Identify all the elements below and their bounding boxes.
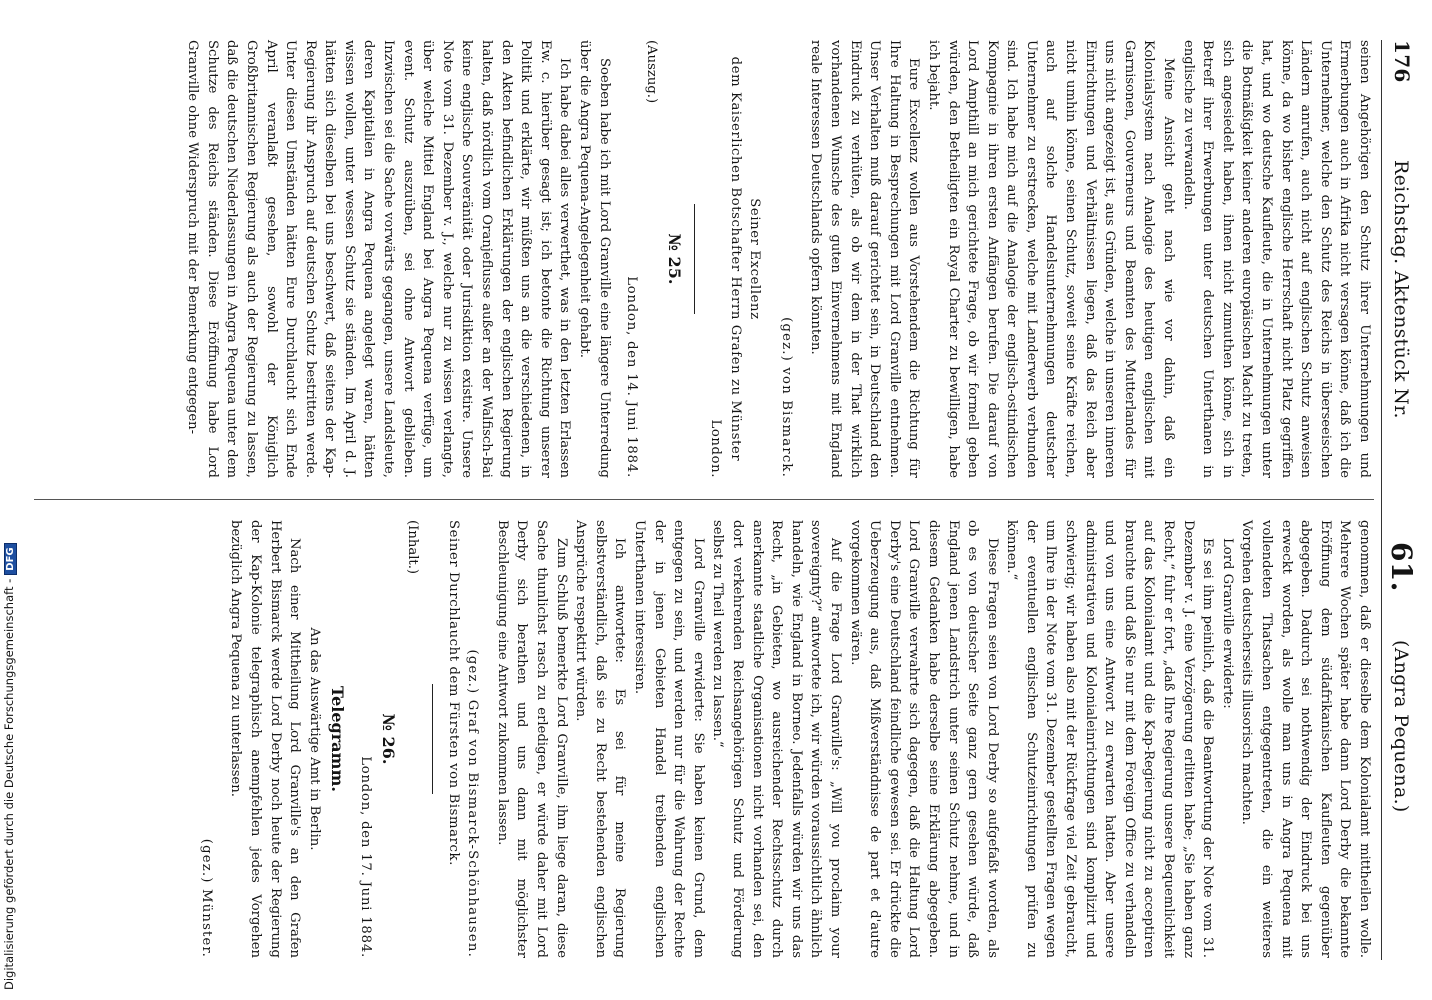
right-column [196,520,1374,958]
document-kind: (Auszug.) [643,40,659,104]
addressee: Seiner Excellenz [747,198,763,320]
paragraph: Diese Fragen seien von Lord Derby so aufgefaßt worden, als ob es von deutscher Seite ganz gern gesehen würde, daß England jenen Landstrich unter seinen Schutz nehme, und in diesem Gedanken habe derselbe seine Erklärung abgegeben. Lord Granville verwahrte sich dagegen, daß die Haltung Lord Derby's eine Deutschland feindliche gewesen sei. Er drückte die Ueberzeugung aus, daß Mißverständnisse de part et d'autre vorgekommen wären. [847,520,1000,958]
dfg-logo: DFG [4,543,17,574]
paragraph: seinen Angehörigen den Schutz ihrer Unternehmungen und Ermerbungen auch in Afrika nicht versagen könne, daß ich die Unternehmer, welche den Schutz des Reichs in überseeischen Ländern anrufen, auch nicht auf englischen Schutz anweisen könne, da wo bisher englische Herrschaft nicht Platz gegriffen hat, und wo deutsche Kaufleute, die in Unternehmungen unter die Botmäßigkeit keiner anderen europäischen Macht zu treten, sich angesiedelt haben, ihnen nicht zumuthen könne, sich in Betreff ihrer Erwerbungen unter deutschen Unterthanen in englische zu verwandeln. [1180,40,1372,478]
document-kind: (Inhalt.) [405,520,421,575]
document-number: № 25. [665,233,685,285]
topic-title: (Angra Pequena.) [1390,640,1412,813]
addressee: Seiner Durchlaucht dem Fürsten von Bismarck. [445,520,461,866]
paragraph: Auf die Frage Lord Granville's: „Will you proclaim your sovereignty?“ antwortete ich, wir würden voraussichtlich ähnlich handeln, wie England in Borneo. Jedenfalls würden wir uns das Recht, „in Gebieten, wo ausreichender Rechtsschutz durch anerkannte staatliche Organisationen nicht vorhanden sei, den dort verkehrenden Reichsangehörigen Schutz und Förderung selbst zu Theil werden zu lassen.“ [710,520,843,958]
paragraph: genommen, daß er dieselbe dem Kolonialamt mittheilen wolle. Mehrere Wochen später habe dann Lord Derby die bekannte Eröffnung dem südafrikanischen Kaufleuten gegenüber abgegeben. Dadurch sei nothwendig der Eindruck bei uns erweckt worden, als wolle man uns in Angra Pequena mit vollendeten Thatsachen entgegentreten, die ein weiteres Vorgehen deutscherseits illusorisch machten. [1239,520,1372,958]
paragraph: Lord Granville erwiderte: Sie haben keinen Grund, dem entgegen zu sein, und werden nur für die Wahrung der Rechte der in jenen Gebieten Handel treibenden englischen Unterthanen interessiren. [632,520,706,958]
section-divider [694,204,695,314]
paragraph: Eure Excellenz wollen aus Vorstehendem die Richtung für Ihre Haltung in Besprechungen mit Lord Granville entnehmen. Unser Verhalten muß darauf gerichtet sein, in Deutschland den Eindruck zu verhüten, als ob wir dem in der That wirklich vorhandenen Wunsche des guten Einvernehmens mit England reale Interessen Deutschlands opfern könnten. [808,40,922,478]
paragraph: Meine Ansicht geht nach wie vor dahin, daß ein Kolonialsystem nach Analogie des heutigen englischen mit Garnisonen, Gouverneurs und Beamten des Mutterlandes für uns nicht angezeigt ist, aus Gründen, welche in unseren inneren Einrichtungen und Verhältnissen liegen, daß das Reich aber nicht umhin könne, seinen Schutz, soweit seine Kräfte reichen, auch auf solche Handelsunternehmungen deutscher Unternehmer zu erstrecken, welche mit Landerwerb verbunden sind. Ich habe mich auf die Analogie der englisch-ostindischen Kompagnie in ihren ersten Anfängen berufen. Die darauf von Lord Ampthill an mich gerichtete Frage, ob wir formell geben würden, den Betheiligten ein Royal Charter zu bewilligen, habe ich bejaht. [925,40,1177,478]
page-header [1386,40,1418,960]
date-line: London, den 17. Juni 1884. [357,756,373,958]
addressee-city: London. [708,419,723,478]
section-divider [432,684,433,794]
addressee: dem Kaiserlichen Botschafter Herrn Grafen zu Münster [727,56,743,462]
signature: (gez.) von Bismarck. [778,317,794,478]
left-column [183,40,1374,478]
paragraph: Ich antwortete: Es sei für meine Regierung selbstverständlich, daß sie zu Recht bestehenden englischen Ansprüche respektirt würden. [573,520,628,958]
date-line: London, den 14. Juni 1884. [624,276,640,478]
paragraph: Lord Granville erwiderte: [1219,538,1235,709]
funding-credit-text: Digitalisierung gefördert durch die Deutsche Forschungsgemeinschaft - [2,578,16,990]
paragraph: Ich habe dabei alles verwerthet, was in den letzten Erlassen Ew. c. hierüber gesagt ist; ich betonte die Richtung unserer Politik und erklärte, wir müßten uns an die verschiedenen, in den Akten befindlichen Erklärungen der englischen Regierung halten, daß nördlich vom Oranjeflusse außer an der Walfisch-Bai keine englische Souveränität oder Jurisdiktion existire. Unsere Note vom 31. Dezember v. J., welche nur zu wissen verlangte, über welche Mittel England bei Angra Pequena verfüge, um event. Schutz auszuüben, sei ohne Antwort geblieben. Inzwischen sei die Sache vorwärts gegangen, unsere Landsleute, deren Kapitalien in Angra Pequena angelegt waren, hätten wissen wollen, unter wessen Schutz sie ständen. Im April d. J. hätten sich dieselben bei uns beschwert, daß seitens der Kap-Regierung ihr Anspruch auf deutschen Schutz bestritten werde. Unter diesen Umständen hätten Eure Durchlaucht sich Ende April veranlaßt gesehen, sowohl der Königlich Großbritannischen Regierung als auch der Regierung zu lassen, daß die deutschen Niederlassungen in Angra Pequena unter dem Schutze des Reichs ständen. Diese Eröffnung habe Lord Granville ohne Widerspruch mit der Bemerkung entgegen- [185,40,573,478]
signature: (gez.) Münster. [198,838,214,958]
column-divider [34,499,1374,500]
document-heading: Telegramm. [328,686,348,792]
addressee: An das Auswärtige Amt in Berlin. [306,627,322,851]
paragraph: Es sei ihm peinlich, daß die Beantwortung der Note vom 31. Dezember v. J. eine Verzögerung erlitten habe; „Sie haben ganz Recht,“ fuhr er fort, „daß Ihre Regierung unsere Bequemlichkeit auf das Kolonialamt und die Kap-Regierung nicht zu acceptiren brauchte und daß Sie nur mit dem Foreign Office zu verhandeln und von uns eine Antwort zu erwarten hatten. Aber unsere administrativen und Kolonialeinrichtungen sind komplizirt und schwierig; wir haben also mit der Rückfrage viel Zeit gebraucht, um Ihre in der Note vom 31. Dezember gestellten Fragen wegen der eventuellen englischen Schutzeinrichtungen prüfen zu können.“ [1004,520,1216,958]
paragraph: Nach einer Mittheilung Lord Granville's an den Grafen Herbert Bismarck werde Lord Derby noch heute der Regierung der Kap-Kolonie telegraphisch anempfehlen jedes Vorgehen bezüglich Angra Pequena zu unterlassen. [228,520,303,958]
paragraph: Zum Schluß bemerkte Lord Granville, ihm liege daran, diese Sache thunlichst rasch zu erledigen, er würde daher mit Lord Derby sich berathen und uns dann mit möglichster Beschleunigung eine Antwort zukommen lassen. [494,520,569,958]
page-number: 176 [1390,40,1414,83]
document-number: 61. [1385,542,1418,592]
header-rule [1381,40,1382,960]
signature: (gez.) Graf von Bismarck-Schönhausen. [465,649,481,958]
paragraph: Soeben habe ich mit Lord Granville eine längere Unterredung über die Angra Pequena-Angelegenheit gehabt. [577,40,612,478]
document-number: № 26. [379,713,399,765]
running-title: Reichstag. Aktenstück Nr. [1390,160,1412,419]
